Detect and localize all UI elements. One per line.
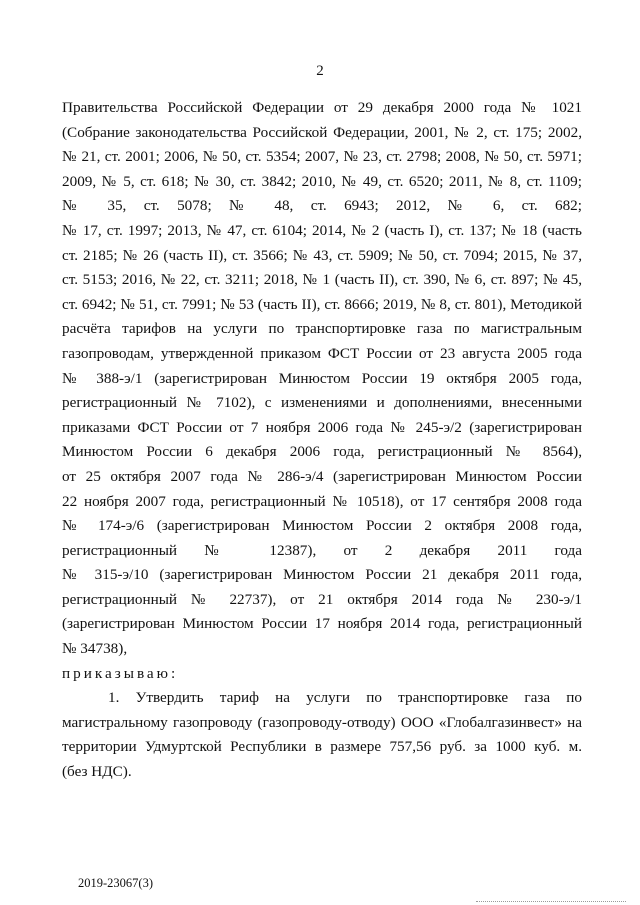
text-line: магистральному газопроводу (газопроводу-отводу) ООО «Глобалгазинвест» на bbox=[62, 713, 582, 731]
text-line: № 388-э/1 (зарегистрирован Минюстом России 19 октября 2005 года, bbox=[62, 369, 582, 387]
scan-edge-mark bbox=[476, 901, 626, 905]
text-line: от 25 октября 2007 года № 286-э/4 (зарегистрирован Минюстом России bbox=[62, 467, 582, 485]
text-line: № 35, ст. 5078; № 48, ст. 6943; 2012, № 6, ст. 682; bbox=[62, 197, 582, 215]
text-line: ст. 6942; № 51, ст. 7991; № 53 (часть II), ст. 8666; 2019, № 8, ст. 801), Методикой bbox=[62, 295, 582, 313]
text-line: ст. 2185; № 26 (часть II), ст. 3566; № 43, ст. 5909; № 50, ст. 7094; 2015, № 37, bbox=[62, 246, 582, 264]
text-line: Минюстом России 6 декабря 2006 года, регистрационный № 8564), bbox=[62, 443, 582, 461]
text-line: № 17, ст. 1997; 2013, № 47, ст. 6104; 2014, № 2 (часть I), ст. 137; № 18 (часть bbox=[62, 221, 582, 239]
text-line: регистрационный № 12387), от 2 декабря 2011 года bbox=[62, 541, 582, 559]
text-line: (без НДС). bbox=[62, 763, 132, 781]
order-keyword: приказываю: bbox=[62, 664, 179, 682]
text-line: № 21, ст. 2001; 2006, № 50, ст. 5354; 2007, № 23, ст. 2798; 2008, № 50, ст. 5971; bbox=[62, 148, 582, 166]
text-line: приказами ФСТ России от 7 ноября 2006 года № 245-э/2 (зарегистрирован bbox=[62, 418, 582, 436]
text-line: № 174-э/6 (зарегистрирован Минюстом России 2 октября 2008 года, bbox=[62, 517, 582, 535]
text-line: № 34738), bbox=[62, 640, 128, 658]
text-line: газопроводам, утвержденной приказом ФСТ России от 23 августа 2005 года bbox=[62, 344, 582, 362]
document-id-footer: 2019-23067(3) bbox=[78, 876, 153, 890]
text-line: 22 ноября 2007 года, регистрационный № 10518), от 17 сентября 2008 года bbox=[62, 492, 582, 510]
text-line: регистрационный № 7102), с изменениями и дополнениями, внесенными bbox=[62, 394, 582, 412]
text-line: расчёта тарифов на услуги по транспортировке газа по магистральным bbox=[62, 320, 582, 338]
text-line: ст. 5153; 2016, № 22, ст. 3211; 2018, № 1 (часть II), ст. 390, № 6, ст. 897; № 45, bbox=[62, 271, 582, 289]
text-line: (Собрание законодательства Российской Федерации, 2001, № 2, ст. 175; 2002, bbox=[62, 123, 582, 141]
page-number: 2 bbox=[316, 63, 324, 79]
text-line: (зарегистрирован Минюстом России 17 ноября 2014 года, регистрационный bbox=[62, 615, 582, 633]
text-line: 2009, № 5, ст. 618; № 30, ст. 3842; 2010, № 49, ст. 6520; 2011, № 8, ст. 1109; bbox=[62, 172, 582, 190]
text-line: Правительства Российской Федерации от 29 декабря 2000 года № 1021 bbox=[62, 99, 582, 116]
text-line: 1. Утвердить тариф на услуги по транспортировке газа по bbox=[108, 689, 582, 707]
text-line: территории Удмуртской Республики в размере 757,56 руб. за 1000 куб. м. bbox=[62, 738, 582, 756]
document-body bbox=[62, 96, 582, 785]
text-line: регистрационный № 22737), от 21 октября 2014 года № 230-э/1 bbox=[62, 590, 582, 608]
text-line: № 315-э/10 (зарегистрирован Минюстом России 21 декабря 2011 года, bbox=[62, 566, 582, 584]
